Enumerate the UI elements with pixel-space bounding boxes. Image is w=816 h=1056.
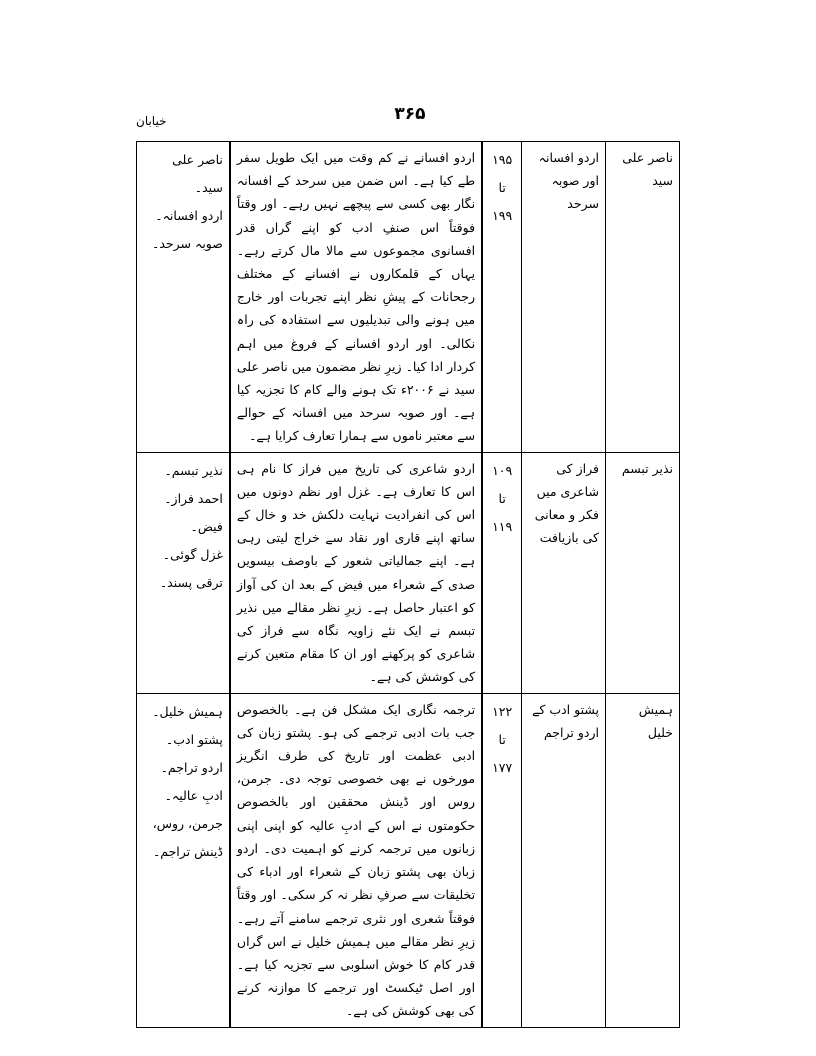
author-cell: ناصر علی سید	[605, 142, 679, 453]
page-end: ۱۹۹	[492, 208, 513, 223]
page-end: ۱۱۹	[492, 518, 513, 534]
keywords-cell	[137, 142, 230, 453]
page-start: ۱۹۵	[492, 152, 513, 167]
keyword: صوبہ سرحد۔	[152, 236, 223, 251]
keyword: نذیر تبسم۔	[164, 462, 223, 478]
table-row	[137, 142, 680, 453]
summary-cell: ترجمہ نگاری ایک مشکل فن ہے۔ بالخصوص جب بات ادبی ترجمے کی ہو۔ پشتو زبان کی ادبی عظمت اور تاریخ کی طرف انگریز مورخوں نے بھی خصوصی توجہ دی۔ جرمن، روس اور ڈینش محققین اور بالخصوص حکومتوں نے اس کے ادبِ عالیہ کو اپنی اپنی زبانوں میں ترجمہ کرنے کو اہمیت دی۔ اردو زبان بھی پشتو زبان کے شعراء اور ادباء کی تخلیقات سے صرفِ نظر نہ کر سکی۔ اور وقتاً فوقتاً شعری اور نثری ترجمے سامنے آتے رہے۔ زیرِ نظر مقالے میں ہمیش خلیل نے اس گراں قدر کام کا خوش اسلوبی سے تجزیہ کیا ہے۔ اور اصل ٹیکسٹ اور ترجمے کا موازنہ کرنے کی بھی کوشش کی ہے۔	[230, 693, 482, 1027]
title-cell: اردو افسانہ اور صوبہ سرحد	[522, 142, 606, 453]
keyword: ترقی پسند۔	[159, 574, 223, 590]
keyword: اردو افسانہ۔	[155, 208, 223, 223]
page-separator: تا	[498, 731, 506, 747]
keywords-cell	[137, 452, 230, 693]
author-cell: ہمیش خلیل	[605, 693, 679, 1027]
table-row	[137, 693, 680, 1027]
keyword: احمد فراز۔	[164, 490, 223, 506]
article-index-table	[136, 141, 680, 1028]
keywords-cell	[137, 693, 230, 1027]
author-cell: نذیر تبسم	[605, 452, 679, 693]
page-end: ۱۷۷	[492, 759, 513, 775]
page-number: ۳۶۵	[394, 104, 426, 124]
keyword: ناصر علی سید۔	[172, 152, 223, 195]
pages-cell	[482, 452, 522, 693]
keyword: ہمیش خلیل۔	[152, 703, 223, 719]
page-start: ۱۰۹	[492, 462, 513, 478]
pages-cell	[482, 693, 522, 1027]
title-cell: پشتو ادب کے اردو تراجم	[522, 693, 606, 1027]
title-cell: فراز کی شاعری میں فکر و معانی کی بازیافت	[522, 452, 606, 693]
keyword: غزل گوئی۔	[162, 546, 223, 562]
summary-cell: اردو افسانے نے کم وقت میں ایک طویل سفر طے کیا ہے۔ اس ضمن میں سرحد کے افسانہ نگار بھی کسی سے پیچھے نہیں رہے۔ اور وقتاً فوقتاً اس صنفِ ادب کو اپنے گراں قدر افسانوی مجموعوں سے مالا مال کرتے رہے۔ یہاں کے قلمکاروں نے افسانے کے مختلف رجحانات کے پیشِ نظر اپنے تجربات اور خارج میں ہونے والی تبدیلیوں سے استفادہ کی راہ نکالی۔ اور اردو افسانے کے فروغ میں اہم کردار ادا کیا۔ زیرِ نظر مضمون میں ناصر علی سید نے ۲۰۰۶ء تک ہونے والے کام کا تجزیہ کیا ہے۔ اور صوبہ سرحد میں افسانہ کے حوالے سے معتبر ناموں سے ہمارا تعارف کرایا ہے۔	[230, 142, 482, 453]
keyword: اردو تراجم۔	[160, 759, 223, 775]
table-row	[137, 452, 680, 693]
page-separator: تا	[498, 180, 506, 195]
keyword: پشتو ادب۔	[165, 731, 223, 747]
keyword: ادبِ عالیہ۔	[164, 787, 223, 803]
keyword: جرمن، روس، ڈینش تراجم۔	[152, 815, 223, 859]
running-header: خیابان	[136, 114, 167, 128]
page-separator: تا	[498, 490, 506, 506]
keyword: فیض۔	[190, 518, 223, 534]
summary-cell: اردو شاعری کی تاریخ میں فراز کا نام ہی اس کا تعارف ہے۔ غزل اور نظم دونوں میں اس کی انفرادیت نہایت دلکش خد و خال کے ساتھ اپنے قاری اور نقاد سے خراج لیتی رہی ہے۔ اپنے جمالیاتی شعور کے باوصف بیسویں صدی کے شعراء میں فیض کے بعد ان کی آواز کو اعتبار حاصل ہے۔ زیرِ نظر مقالے میں نذیر تبسم نے ایک نئے زاویہ نگاہ سے فراز کی شاعری کو پرکھنے اور ان کا مقام متعین کرنے کی کوشش کی ہے۔	[230, 452, 482, 693]
page-start: ۱۲۲	[492, 703, 513, 719]
pages-cell	[482, 142, 522, 453]
